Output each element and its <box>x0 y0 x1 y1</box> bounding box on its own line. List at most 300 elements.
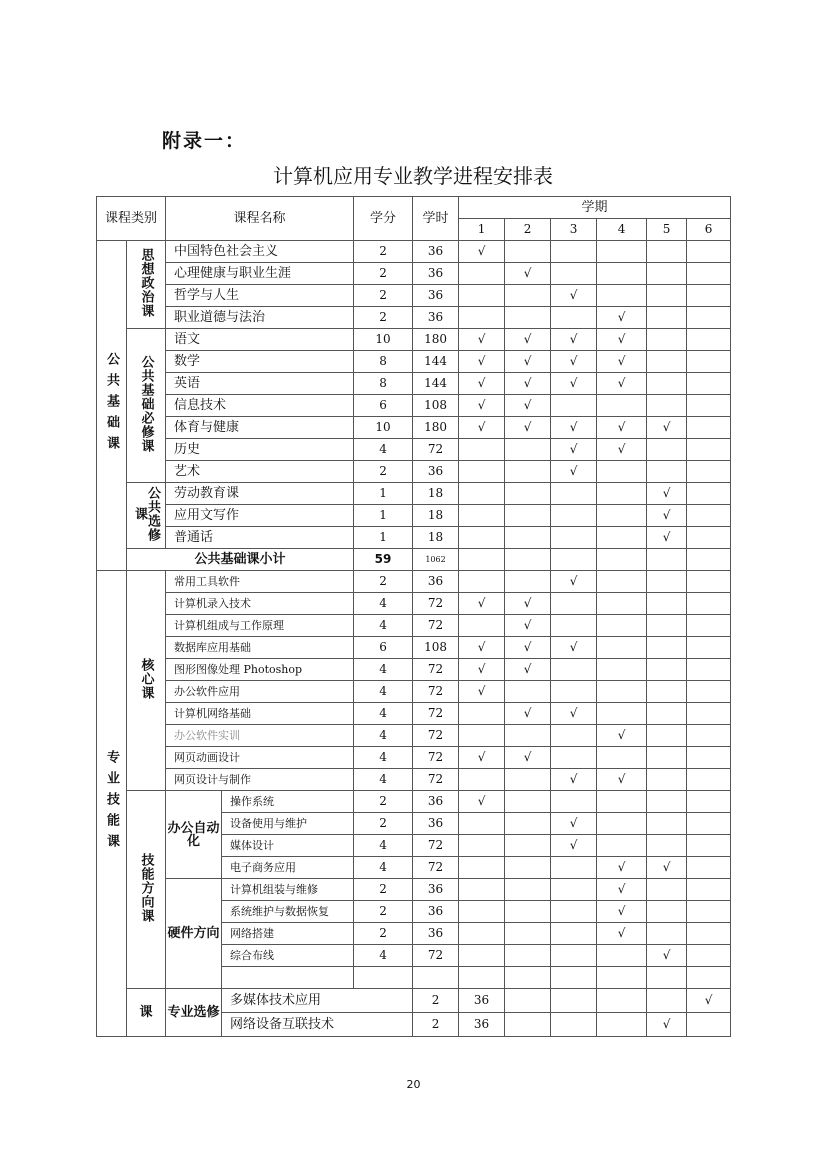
check-mark: √ <box>523 420 532 434</box>
semester-2-cell <box>505 813 551 835</box>
semester-4-cell <box>597 813 647 835</box>
course-hours: 18 <box>413 505 459 527</box>
course-credits: 4 <box>354 747 413 769</box>
subcategory-core-text: 核心课 <box>138 658 154 700</box>
check-mark: √ <box>477 684 486 698</box>
check-mark: √ <box>477 640 486 654</box>
semester-3-cell <box>551 571 597 593</box>
semester-1-cell <box>459 615 505 637</box>
semester-2-cell <box>505 879 551 901</box>
semester-2-cell <box>505 483 551 505</box>
direction-office-automation: 办公自动化 <box>166 791 222 879</box>
course-hours: 36 <box>413 879 459 901</box>
semester-5-cell <box>647 483 687 505</box>
subcategory-major-elective: 专业选修 <box>166 989 222 1037</box>
check-mark: √ <box>662 508 671 522</box>
course-hours: 72 <box>413 681 459 703</box>
table-row <box>97 725 731 747</box>
semester-3-cell <box>597 989 647 1013</box>
semester-6-cell <box>687 769 731 791</box>
semester-1-cell <box>459 439 505 461</box>
semester-1-cell <box>505 989 551 1013</box>
semester-3-cell <box>551 395 597 417</box>
check-mark: √ <box>662 1017 671 1031</box>
course-credits: 1 <box>354 527 413 549</box>
semester-1-cell <box>459 329 505 351</box>
semester-1-cell <box>459 263 505 285</box>
course-name: 心理健康与职业生涯 <box>166 263 354 285</box>
course-credits: 10 <box>354 417 413 439</box>
header-semester-4: 4 <box>597 219 647 241</box>
semester-3-cell <box>551 835 597 857</box>
check-mark: √ <box>569 442 578 456</box>
semester-1-cell <box>459 901 505 923</box>
semester-5-cell <box>647 967 687 989</box>
check-mark: √ <box>662 860 671 874</box>
semester-5-cell <box>647 417 687 439</box>
table-row <box>97 747 731 769</box>
semester-1-cell <box>459 307 505 329</box>
page-title: 计算机应用专业教学进程安排表 <box>273 164 553 188</box>
semester-5-cell <box>647 505 687 527</box>
course-credits: 6 <box>354 637 413 659</box>
check-mark: √ <box>477 354 486 368</box>
course-hours: 108 <box>413 395 459 417</box>
course-hours: 36 <box>459 1013 505 1037</box>
semester-5-cell <box>647 879 687 901</box>
subcategory-public-elective-text: 公共选修课 <box>132 486 160 542</box>
semester-3-cell <box>551 923 597 945</box>
semester-5-cell <box>647 813 687 835</box>
table-row <box>97 791 731 813</box>
semester-4-cell <box>597 439 647 461</box>
semester-3-cell <box>551 373 597 395</box>
header-hours: 学时 <box>413 197 459 241</box>
check-mark: √ <box>523 750 532 764</box>
course-hours: 180 <box>413 329 459 351</box>
semester-5-cell <box>647 439 687 461</box>
semester-5-cell <box>647 571 687 593</box>
subcategory-ideology <box>127 241 166 329</box>
semester-1-cell <box>459 571 505 593</box>
semester-6-cell <box>687 483 731 505</box>
check-mark: √ <box>523 596 532 610</box>
semester-4-cell <box>597 879 647 901</box>
semester-2-cell <box>505 725 551 747</box>
subcategory-core <box>127 571 166 791</box>
semester-1-cell <box>459 725 505 747</box>
semester-4-cell <box>597 901 647 923</box>
course-hours: 36 <box>413 791 459 813</box>
course-hours: 72 <box>413 703 459 725</box>
course-hours: 36 <box>413 901 459 923</box>
direction-hardware: 硬件方向 <box>166 879 222 989</box>
table-row <box>97 615 731 637</box>
semester-2-cell <box>505 285 551 307</box>
semester-4-cell <box>597 395 647 417</box>
semester-6-cell <box>687 857 731 879</box>
course-hours: 180 <box>413 417 459 439</box>
semester-6-cell <box>687 593 731 615</box>
semester-4-cell <box>597 417 647 439</box>
course-name: 网页动画设计 <box>166 747 354 769</box>
course-hours: 36 <box>413 263 459 285</box>
course-name: 网络搭建 <box>222 923 354 945</box>
semester-3-cell <box>551 263 597 285</box>
semester-2-cell <box>505 439 551 461</box>
semester-2-cell <box>505 615 551 637</box>
course-name: 信息技术 <box>166 395 354 417</box>
semester-2-cell <box>505 901 551 923</box>
table-row <box>97 307 731 329</box>
semester-2-cell <box>505 923 551 945</box>
course-name: 体育与健康 <box>166 417 354 439</box>
check-mark: √ <box>569 706 578 720</box>
course-name: 哲学与人生 <box>166 285 354 307</box>
table-row <box>97 461 731 483</box>
semester-6-cell <box>687 263 731 285</box>
header-semesters: 学期 <box>459 197 731 219</box>
semester-4-cell <box>597 505 647 527</box>
semester-3-cell <box>551 813 597 835</box>
semester-2-cell <box>505 351 551 373</box>
course-name: 常用工具软件 <box>166 571 354 593</box>
semester-3-cell <box>551 967 597 989</box>
semester-6-cell <box>687 439 731 461</box>
semester-3-cell <box>551 901 597 923</box>
semester-1-cell <box>459 813 505 835</box>
semester-6-cell <box>687 923 731 945</box>
check-mark: √ <box>523 662 532 676</box>
course-credits: 1 <box>354 483 413 505</box>
semester-1-cell <box>459 659 505 681</box>
semester-4-cell <box>597 527 647 549</box>
semester-1-cell <box>459 593 505 615</box>
course-credits: 2 <box>354 879 413 901</box>
course-name: 系统维护与数据恢复 <box>222 901 354 923</box>
semester-3-cell <box>551 857 597 879</box>
semester-4-cell <box>597 461 647 483</box>
semester-6-cell <box>687 241 731 263</box>
check-mark: √ <box>477 596 486 610</box>
check-mark: √ <box>617 332 626 346</box>
table-row <box>97 373 731 395</box>
course-credits: 2 <box>354 791 413 813</box>
course-credits: 4 <box>354 945 413 967</box>
category-public-basic <box>97 241 127 571</box>
course-name: 媒体设计 <box>222 835 354 857</box>
course-credits: 4 <box>354 857 413 879</box>
semester-4-cell <box>647 989 687 1013</box>
course-hours: 36 <box>459 989 505 1013</box>
subcategory-direction-text: 技能方向课 <box>138 853 154 923</box>
semester-2-cell <box>505 681 551 703</box>
semester-4-cell <box>597 241 647 263</box>
semester-5-cell <box>647 461 687 483</box>
course-hours: 72 <box>413 857 459 879</box>
course-name: 办公软件实训 <box>166 725 354 747</box>
check-mark: √ <box>617 926 626 940</box>
semester-5-cell <box>647 901 687 923</box>
semester-3-cell <box>551 615 597 637</box>
semester-2-cell <box>505 659 551 681</box>
semester-4-cell <box>597 329 647 351</box>
semester-2-cell <box>505 307 551 329</box>
course-credits: 4 <box>354 659 413 681</box>
semester-6-cell <box>687 373 731 395</box>
header-category: 课程类别 <box>97 197 166 241</box>
semester-6-cell <box>687 681 731 703</box>
course-hours: 108 <box>413 637 459 659</box>
semester-6-cell <box>687 417 731 439</box>
course-credits: 4 <box>354 615 413 637</box>
course-credits: 8 <box>354 351 413 373</box>
semester-5-cell <box>647 659 687 681</box>
semester-2-cell <box>551 989 597 1013</box>
course-name: 办公软件应用 <box>166 681 354 703</box>
course-credits: 2 <box>354 901 413 923</box>
course-hours: 72 <box>413 725 459 747</box>
semester-2-cell <box>505 593 551 615</box>
semester-3-cell <box>551 417 597 439</box>
course-name: 综合布线 <box>222 945 354 967</box>
semester-3-cell <box>551 329 597 351</box>
header-course-name: 课程名称 <box>166 197 354 241</box>
semester-1-cell <box>459 967 505 989</box>
semester-1-cell <box>505 1013 551 1037</box>
course-name: 多媒体技术应用 <box>222 989 413 1013</box>
check-mark: √ <box>569 816 578 830</box>
table-row <box>97 329 731 351</box>
check-mark: √ <box>477 662 486 676</box>
table-row <box>97 417 731 439</box>
course-hours: 72 <box>413 835 459 857</box>
course-name: 劳动教育课 <box>166 483 354 505</box>
course-credits: 2 <box>354 285 413 307</box>
semester-6-cell <box>687 791 731 813</box>
semester-2-cell <box>505 395 551 417</box>
semester-2-cell <box>505 263 551 285</box>
course-credits: 4 <box>354 593 413 615</box>
semester-1-cell <box>459 747 505 769</box>
semester-6-cell <box>687 395 731 417</box>
check-mark: √ <box>617 882 626 896</box>
semester-4-cell <box>597 857 647 879</box>
table-row <box>97 527 731 549</box>
semester-5-cell <box>687 989 731 1013</box>
semester-1-cell <box>459 483 505 505</box>
semester-1-cell <box>459 461 505 483</box>
course-credits: 4 <box>354 725 413 747</box>
course-hours: 72 <box>413 593 459 615</box>
semester-1-cell <box>459 241 505 263</box>
semester-5-cell <box>647 395 687 417</box>
table-row <box>97 351 731 373</box>
semester-6-cell <box>687 901 731 923</box>
subcategory-ideology-text: 思想政治课 <box>138 248 154 318</box>
check-mark: √ <box>617 860 626 874</box>
semester-3-cell <box>551 527 597 549</box>
semester-6-cell <box>687 703 731 725</box>
semester-4-cell <box>647 1013 687 1037</box>
semester-2-cell <box>505 417 551 439</box>
semester-5-cell <box>647 307 687 329</box>
semester-6-cell <box>687 615 731 637</box>
page-number: 20 <box>406 1078 421 1091</box>
course-credits: 2 <box>354 307 413 329</box>
course-credits: 4 <box>354 681 413 703</box>
semester-2-cell <box>505 637 551 659</box>
check-mark: √ <box>569 354 578 368</box>
check-mark: √ <box>523 640 532 654</box>
subtotal-credits: 59 <box>354 549 413 571</box>
semester-3-cell <box>551 879 597 901</box>
semester-5-cell <box>647 285 687 307</box>
semester-4-cell <box>597 263 647 285</box>
semester-6-cell <box>687 813 731 835</box>
check-mark: √ <box>477 376 486 390</box>
table-row <box>97 483 731 505</box>
table-row <box>97 285 731 307</box>
semester-6-cell <box>687 527 731 549</box>
semester-3-cell <box>551 681 597 703</box>
check-mark: √ <box>477 398 486 412</box>
empty-cell <box>354 967 413 989</box>
check-mark: √ <box>617 772 626 786</box>
course-credits: 2 <box>354 263 413 285</box>
semester-6-cell <box>687 329 731 351</box>
check-mark: √ <box>569 838 578 852</box>
semester-1-cell <box>459 373 505 395</box>
semester-6-cell <box>687 637 731 659</box>
semester-6-cell <box>687 659 731 681</box>
semester-5-cell <box>647 351 687 373</box>
semester-4-cell <box>597 593 647 615</box>
semester-4-cell <box>597 549 647 571</box>
course-hours: 36 <box>413 241 459 263</box>
semester-1-cell <box>459 351 505 373</box>
course-credits: 2 <box>354 813 413 835</box>
category-professional <box>97 571 127 1037</box>
semester-4-cell <box>597 747 647 769</box>
semester-6-cell <box>687 879 731 901</box>
check-mark: √ <box>523 398 532 412</box>
subtotal-label: 公共基础课小计 <box>127 549 354 571</box>
semester-1-cell <box>459 923 505 945</box>
semester-5-cell <box>647 681 687 703</box>
subcategory-public-required <box>127 329 166 483</box>
semester-2-cell <box>505 527 551 549</box>
course-hours: 72 <box>413 769 459 791</box>
header-semester-2: 2 <box>505 219 551 241</box>
course-hours: 36 <box>413 461 459 483</box>
semester-2-cell <box>505 373 551 395</box>
semester-6-cell <box>687 505 731 527</box>
semester-4-cell <box>597 945 647 967</box>
semester-6-cell <box>687 571 731 593</box>
course-name: 历史 <box>166 439 354 461</box>
semester-2-cell <box>505 241 551 263</box>
course-credits: 4 <box>354 835 413 857</box>
check-mark: √ <box>523 332 532 346</box>
category-professional-tail: 课 <box>127 989 166 1037</box>
semester-3-cell <box>551 703 597 725</box>
semester-1-cell <box>459 791 505 813</box>
semester-5-cell <box>647 263 687 285</box>
semester-4-cell <box>597 351 647 373</box>
check-mark: √ <box>662 948 671 962</box>
semester-4-cell <box>597 703 647 725</box>
semester-5-cell <box>647 329 687 351</box>
course-hours: 36 <box>413 813 459 835</box>
semester-2-cell <box>505 461 551 483</box>
semester-4-cell <box>597 923 647 945</box>
check-mark: √ <box>617 354 626 368</box>
course-credits: 8 <box>354 373 413 395</box>
empty-cell <box>413 967 459 989</box>
semester-4-cell <box>597 659 647 681</box>
semester-1-cell <box>459 637 505 659</box>
semester-2-cell <box>505 571 551 593</box>
subcategory-public-elective <box>127 483 166 549</box>
semester-6-cell <box>687 967 731 989</box>
check-mark: √ <box>617 904 626 918</box>
course-name: 网页设计与制作 <box>166 769 354 791</box>
course-hours: 36 <box>413 307 459 329</box>
course-name: 英语 <box>166 373 354 395</box>
course-hours: 18 <box>413 527 459 549</box>
semester-5-cell <box>647 769 687 791</box>
semester-5-cell <box>647 835 687 857</box>
check-mark: √ <box>617 310 626 324</box>
course-hours: 72 <box>413 945 459 967</box>
semester-4-cell <box>597 835 647 857</box>
check-mark: √ <box>477 244 486 258</box>
table-row <box>97 769 731 791</box>
semester-5-cell <box>647 615 687 637</box>
course-hours: 72 <box>413 615 459 637</box>
check-mark: √ <box>662 530 671 544</box>
header-credits: 学分 <box>354 197 413 241</box>
semester-3-cell <box>551 747 597 769</box>
semester-5-cell <box>647 747 687 769</box>
semester-1-cell <box>459 505 505 527</box>
semester-6-cell <box>687 549 731 571</box>
semester-1-cell <box>459 703 505 725</box>
course-hours: 18 <box>413 483 459 505</box>
course-hours: 36 <box>413 571 459 593</box>
check-mark: √ <box>569 288 578 302</box>
semester-2-cell <box>505 747 551 769</box>
check-mark: √ <box>569 574 578 588</box>
semester-2-cell <box>505 329 551 351</box>
semester-3-cell <box>551 549 597 571</box>
semester-3-cell <box>551 439 597 461</box>
course-name: 数学 <box>166 351 354 373</box>
course-name: 语文 <box>166 329 354 351</box>
semester-5-cell <box>647 527 687 549</box>
course-hours: 72 <box>413 747 459 769</box>
course-credits: 2 <box>413 989 459 1013</box>
semester-2-cell <box>505 703 551 725</box>
table-row <box>97 659 731 681</box>
semester-3-cell <box>551 307 597 329</box>
semester-3-cell <box>551 725 597 747</box>
course-hours: 72 <box>413 659 459 681</box>
semester-6-cell <box>687 747 731 769</box>
check-mark: √ <box>569 420 578 434</box>
semester-4-cell <box>597 285 647 307</box>
